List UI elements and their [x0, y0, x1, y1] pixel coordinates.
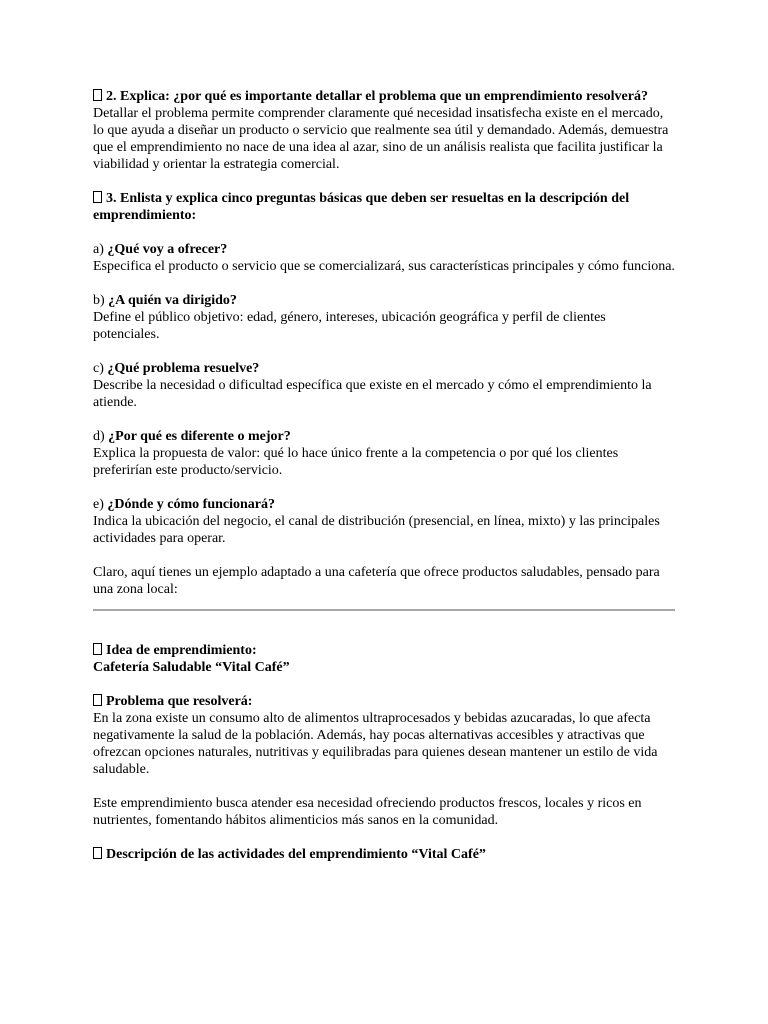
q2-body: Detallar el problema permite comprender claramente qué necesidad insatisfecha existe en el mercado, lo que ayuda a diseñar un producto o servicio que realmente sea útil y demandado. Además, demuestra que el emprendimiento no nace de una idea al azar, sino de un análisis realista que facilita justificar la viabilidad y orientar la estrategia comercial. [93, 106, 669, 172]
q3-item-c-question [93, 360, 675, 377]
q3-item-c-answer: Describe la necesidad o dificultad específica que existe en el mercado y cómo el emprendimiento la atiende. [93, 378, 652, 410]
item-question: ¿Qué problema resuelve? [107, 361, 260, 376]
q3-heading-text: 3. Enlista y explica cinco preguntas básicas que deben ser resueltas en la descripción del emprendimiento: [93, 191, 630, 223]
idea-heading [93, 642, 675, 659]
problem-body-2: Este emprendimiento busca atender esa necesidad ofreciendo productos frescos, locales y ricos en nutrientes, fomentando hábitos alimenticios más sanos en la comunidad. [93, 796, 642, 828]
problem-heading [93, 693, 675, 710]
item-question: ¿A quién va dirigido? [108, 293, 237, 308]
q3-item-a-answer: Especifica el producto o servicio que se comercializará, sus características principales y cómo funciona. [93, 259, 675, 274]
missing-glyph-icon [93, 694, 102, 706]
q3-item-e-question [93, 496, 675, 513]
q2-heading [93, 88, 675, 105]
q3-item-e-answer: Indica la ubicación del negocio, el canal de distribución (presencial, en línea, mixto) y las principales actividades para operar. [93, 514, 660, 546]
q2-heading-text: 2. Explica: ¿por qué es importante detallar el problema que un emprendimiento resolverá? [106, 89, 648, 104]
problem-heading-text: Problema que resolverá: [106, 694, 253, 709]
q3-item-d-question [93, 428, 675, 445]
activities-heading-text: Descripción de las actividades del emprendimiento “Vital Café” [106, 847, 486, 862]
item-letter: e) [93, 497, 108, 512]
item-letter: c) [93, 361, 108, 376]
q3-item-b-question [93, 292, 675, 309]
missing-glyph-icon [93, 847, 102, 859]
missing-glyph-icon [93, 191, 102, 203]
q3-item-d-answer: Explica la propuesta de valor: qué lo hace único frente a la competencia o por qué los clientes preferirían este producto/servicio. [93, 446, 619, 478]
activities-heading [93, 846, 675, 863]
item-question: ¿Por qué es diferente o mejor? [108, 429, 291, 444]
missing-glyph-icon [93, 89, 102, 101]
document-page [93, 88, 675, 863]
item-question: ¿Dónde y cómo funcionará? [107, 497, 276, 512]
item-question: ¿Qué voy a ofrecer? [107, 242, 228, 257]
item-letter: a) [93, 242, 108, 257]
problem-body: En la zona existe un consumo alto de alimentos ultraprocesados y bebidas azucaradas, lo que afecta negativamente la salud de la población. Además, hay pocas alternativas accesibles y atractivas que ofrezcan opciones naturales, nutritivas y equilibradas para quienes desean mantener un estilo de vida saludable. [93, 711, 658, 777]
intro-paragraph: Claro, aquí tienes un ejemplo adaptado a una cafetería que ofrece productos saludables, pensado para una zona local: [93, 565, 660, 597]
item-letter: b) [93, 293, 109, 308]
item-letter: d) [93, 429, 109, 444]
q3-heading [93, 190, 675, 224]
idea-heading-text: Idea de emprendimiento: [106, 643, 257, 658]
idea-name: Cafetería Saludable “Vital Café” [93, 660, 290, 675]
q3-item-b-answer: Define el público objetivo: edad, género, intereses, ubicación geográfica y perfil de clientes potenciales. [93, 310, 606, 342]
missing-glyph-icon [93, 643, 102, 655]
q3-item-a-question [93, 241, 675, 258]
